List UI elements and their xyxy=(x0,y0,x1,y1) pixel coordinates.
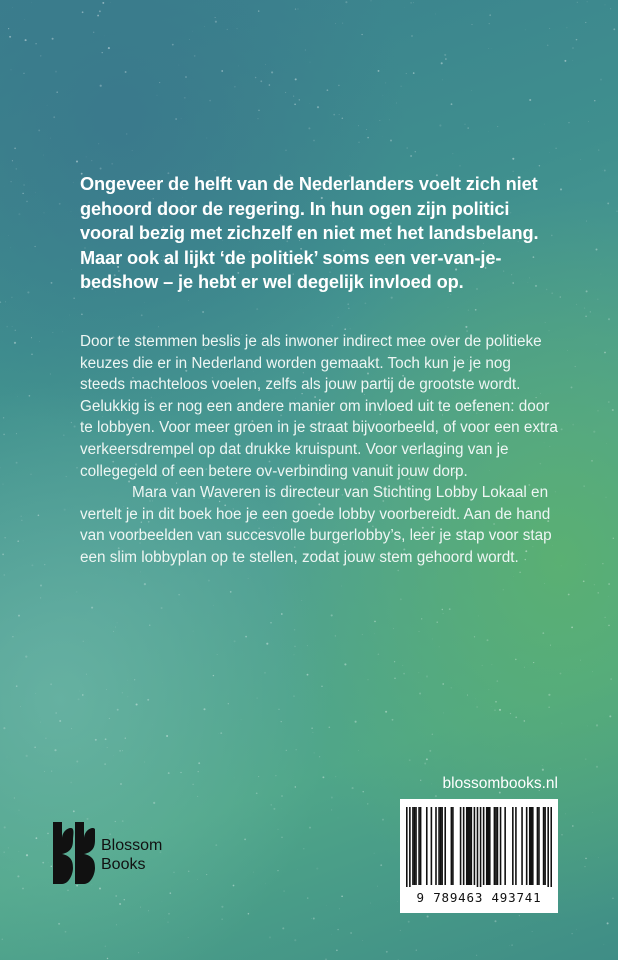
isbn-barcode xyxy=(400,799,558,913)
publisher-name-line2: Books xyxy=(101,856,146,873)
publisher-logo xyxy=(53,822,213,886)
publisher-name xyxy=(101,836,162,874)
blurb xyxy=(80,331,558,569)
blurb-paragraph-2: Mara van Waveren is directeur van Stichting Lobby Lokaal en vertelt je in dit boek hoe je een goede lobby voorbereidt. Aan de hand van voorbeelden van succesvolle burgerlobby’s, leer je stap voor stap een slim lobbyplan op te stellen, zodat jouw stem gehoord wordt. xyxy=(80,484,552,566)
blurb-paragraph-1: Door te stemmen beslis je als inwoner indirect mee over de politieke keuzes die er in Nederland worden gemaakt. Toch kun je je nog steeds machteloos voelen, zelfs als jouw partij de grootste wordt. Gelukkig is er nog een andere manier om invloed uit te oefenen: door te lobbyen. Voor meer groen in je straat bijvoorbeeld, of voor een extra verkeersdrempel op dat drukke kruispunt. Voor verlaging van je collegegeld of een betere ov-verbinding vanuit jouw dorp. xyxy=(80,333,558,480)
lead-paragraph: Ongeveer de helft van de Nederlanders voelt zich niet gehoord door de regering. In hun ogen zijn politici vooral bezig met zichzelf en niet met het landsbelang. Maar ook al lijkt ‘de politiek’ soms een ver-van-je-bedshow – je hebt er wel degelijk invloed op. xyxy=(80,174,539,293)
publisher-name-line1: Blossom xyxy=(101,837,163,854)
blossom-books-logo-icon xyxy=(53,822,95,884)
barcode-bars xyxy=(406,807,552,887)
website-url: blossombooks.nl xyxy=(442,775,558,792)
isbn-number: 9 789463 493741 xyxy=(416,890,542,905)
